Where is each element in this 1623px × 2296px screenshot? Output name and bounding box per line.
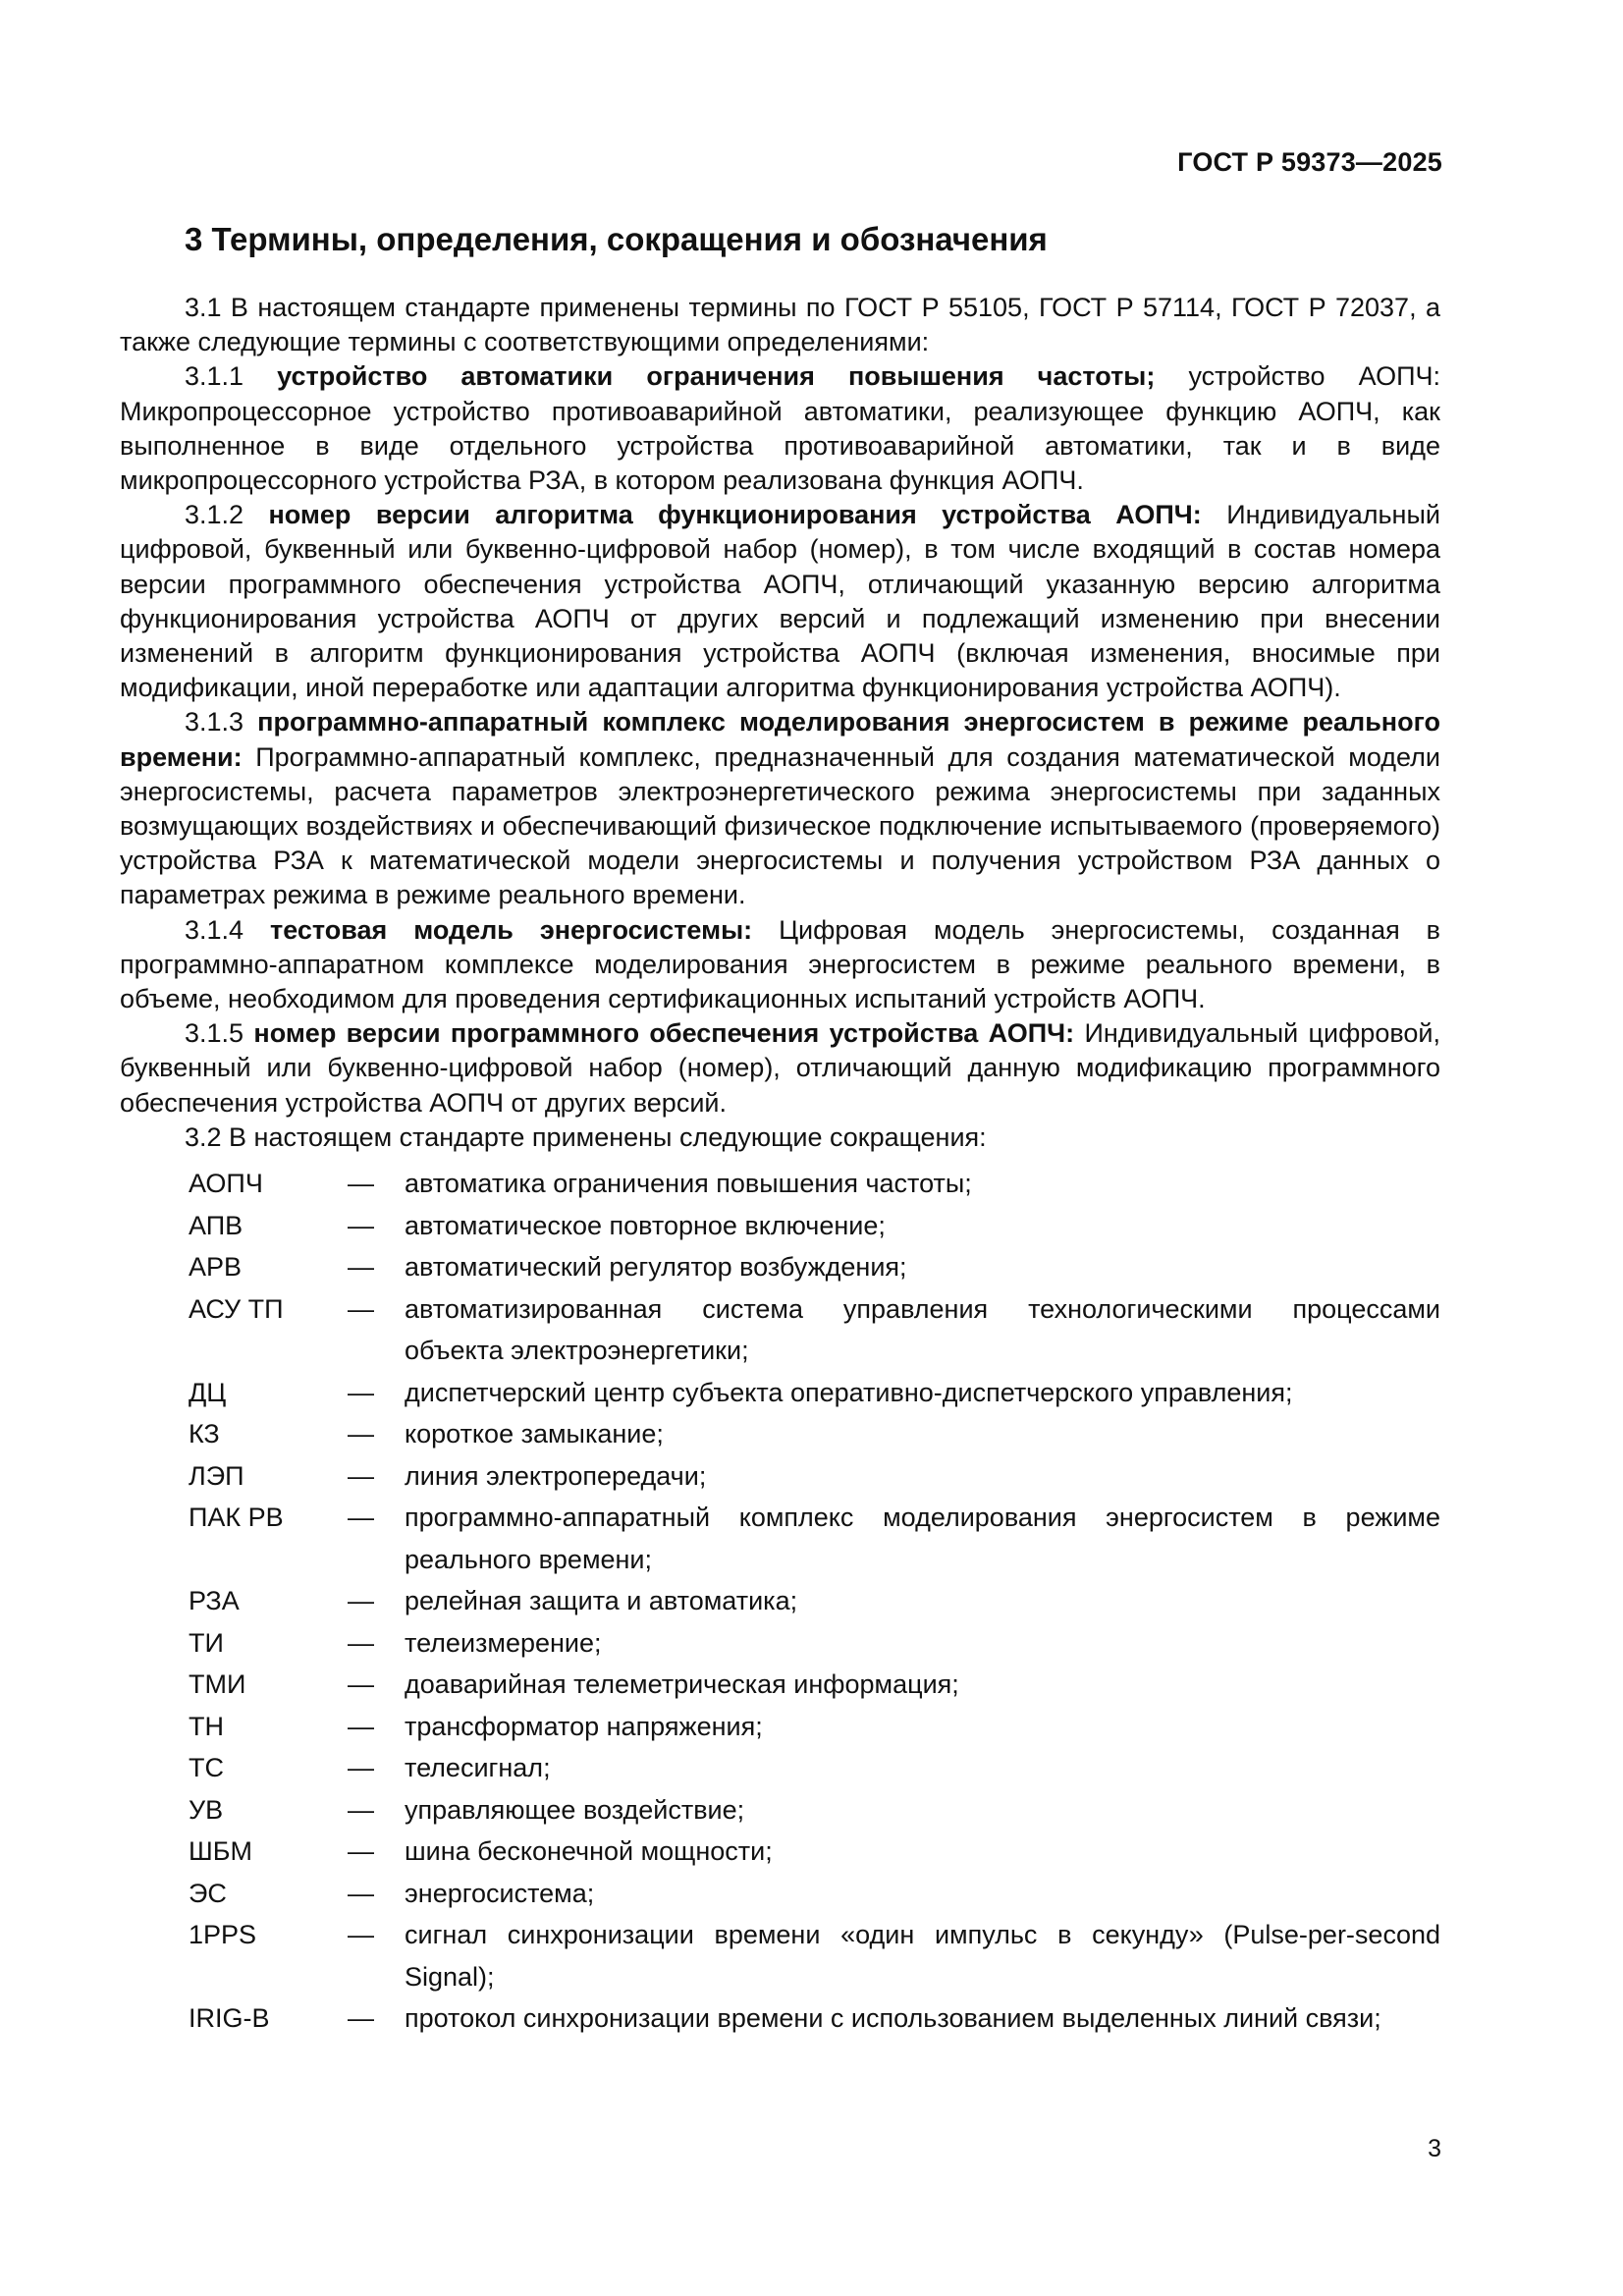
- definition-line: программно-аппаратный комплекс моделирования энергосистем в режиме: [405, 1503, 1440, 1533]
- dash: —: [348, 1627, 374, 1658]
- abbreviation-row: [120, 1455, 1440, 1498]
- dash: —: [348, 1252, 374, 1283]
- dash: —: [348, 1169, 374, 1199]
- abbreviation-row: [120, 1497, 1440, 1580]
- dash: —: [348, 1753, 374, 1783]
- abbreviation-definition: протокол синхронизации времени с использованием выделенных линий связи;: [405, 2003, 1381, 2034]
- dash: —: [348, 2003, 374, 2034]
- abbreviation-definition: короткое замыкание;: [405, 1419, 664, 1449]
- term-name: программно-аппаратный комплекс моделирования энергосистем в режиме реального времени:: [120, 707, 1440, 772]
- abbreviation-list: [120, 1163, 1440, 2040]
- abbreviation-row: [120, 1706, 1440, 1748]
- dash: —: [348, 1669, 374, 1700]
- term-name: номер версии программного обеспечения устройства АОПЧ:: [253, 1018, 1075, 1049]
- term-number: 3.1.4: [185, 914, 244, 945]
- paragraph-3-2: 3.2 В настоящем стандарте применены следующие сокращения:: [185, 1121, 987, 1152]
- dash: —: [348, 1878, 374, 1908]
- abbreviation-row: [120, 1831, 1440, 1873]
- abbreviation-definition: релейная защита и автоматика;: [405, 1586, 798, 1616]
- term-3-1-5: [120, 1016, 1440, 1121]
- term-name: тестовая модель энергосистемы:: [270, 914, 753, 945]
- abbreviation-row: [120, 1789, 1440, 1831]
- abbreviation: АСУ ТП: [189, 1293, 284, 1324]
- term-definition: Программно-аппаратный комплекс, предназначенный для создания математической модели энергосистемы, расчета параметров электроэнергетического режима энергосистемы при заданных возмущающих воздействиях и обеспечивающий физическое подключение испытываемого (проверяемого) устройства РЗА к математической модели энергосистемы и получения устройством РЗА данных о параметрах режима в режиме реального времени.: [120, 741, 1440, 910]
- dash: —: [348, 1377, 374, 1407]
- abbreviation-row: [120, 1288, 1440, 1372]
- abbreviation-definition: автоматическое повторное включение;: [405, 1210, 886, 1240]
- abbreviation: ПАК РВ: [189, 1503, 284, 1533]
- abbreviation-row: [120, 1372, 1440, 1414]
- abbreviation: 1PPS: [189, 1920, 257, 1950]
- abbreviation-definition: автоматический регулятор возбуждения;: [405, 1252, 907, 1283]
- abbreviation-definition: диспетчерский центр субъекта оперативно-диспетчерского управления;: [405, 1377, 1293, 1407]
- term-definition: Цифровая модель энергосистемы, созданная в программно-аппаратном комплексе моделирования энергосистем в режиме реального времени, в объеме, необходимом для проведения сертификационных испытаний устройств АОПЧ.: [120, 914, 1440, 1014]
- abbreviation-definition: энергосистема;: [405, 1878, 595, 1908]
- term-name: устройство автоматики ограничения повышения частоты;: [277, 361, 1156, 392]
- abbreviation-row: [120, 1622, 1440, 1665]
- abbreviation-row: [120, 1580, 1440, 1622]
- abbreviation-definition: доаварийная телеметрическая информация;: [405, 1669, 959, 1700]
- term-3-1-1: [120, 359, 1440, 498]
- abbreviation-definition: [405, 1914, 1440, 1997]
- page-content: [120, 218, 1440, 2040]
- abbreviation-definition: трансформатор напряжения;: [405, 1711, 763, 1741]
- abbreviation-definition: телеизмерение;: [405, 1627, 602, 1658]
- definition-line: реального времени;: [405, 1544, 653, 1574]
- abbreviation-row: [120, 1873, 1440, 1915]
- dash: —: [348, 1460, 374, 1491]
- page-number: 3: [1428, 2135, 1441, 2162]
- term-name: номер версии алгоритма функционирования устройства АОПЧ:: [268, 500, 1202, 530]
- abbreviation: ШБМ: [189, 1836, 252, 1867]
- abbreviation-definition: автоматика ограничения повышения частоты;: [405, 1169, 972, 1199]
- abbreviation: ЛЭП: [189, 1460, 244, 1491]
- abbreviation-definition: линия электропередачи;: [405, 1460, 707, 1491]
- dash: —: [348, 1920, 374, 1950]
- abbreviation-definition: шина бесконечной мощности;: [405, 1836, 773, 1867]
- dash: —: [348, 1794, 374, 1825]
- abbreviation: АОПЧ: [189, 1169, 263, 1199]
- term-definition: устройство АОПЧ: Микропроцессорное устройство противоаварийной автоматики, реализующее функцию АОПЧ, как выполненное в виде отдельного устройства противоаварийной автоматики, так и в виде микропроцессорного устройства РЗА, в котором реализована функция АОПЧ.: [120, 361, 1440, 496]
- abbreviation: IRIG-B: [189, 2003, 270, 2034]
- definition-line: автоматизированная система управления технологическими процессами: [405, 1293, 1440, 1324]
- abbreviation: АПВ: [189, 1210, 243, 1240]
- dash: —: [348, 1836, 374, 1867]
- term-definition: Индивидуальный цифровой, буквенный или буквенно-цифровой набор (номер), в том числе входящий в состав номера версии программного обеспечения устройства АОПЧ, отличающий указанную версию алгоритма функционирования устройства АОПЧ от других версий и подлежащий изменению при внесении изменений в алгоритм функционирования устройства АОПЧ (включая изменения, вносимые при модификации, иной переработке или адаптации алгоритма функционирования устройства АОПЧ).: [120, 500, 1440, 703]
- definition-line: Signal);: [405, 1961, 495, 1992]
- section-title: 3 Термины, определения, сокращения и обозначения: [185, 221, 1048, 257]
- term-3-1-4: [120, 913, 1440, 1017]
- abbreviation: КЗ: [189, 1419, 220, 1449]
- definition-line: объекта электроэнергетики;: [405, 1336, 749, 1366]
- abbreviation: УВ: [189, 1794, 224, 1825]
- term-3-1-2: [120, 498, 1440, 705]
- abbreviation-row: [120, 1163, 1440, 1205]
- abbreviation: ТС: [189, 1753, 224, 1783]
- dash: —: [348, 1711, 374, 1741]
- abbreviation-row: [120, 1914, 1440, 1997]
- dash: —: [348, 1210, 374, 1240]
- dash: —: [348, 1293, 374, 1324]
- dash: —: [348, 1586, 374, 1616]
- term-number: 3.1.1: [185, 361, 244, 392]
- abbreviation-definition: [405, 1497, 1440, 1580]
- abbreviation-row: [120, 1664, 1440, 1706]
- abbreviation: ТН: [189, 1711, 224, 1741]
- abbreviation: АРВ: [189, 1252, 243, 1283]
- abbreviation-row: [120, 1997, 1440, 2040]
- definition-line: сигнал синхронизации времени «один импульс в секунду» (Pulse-per-second: [405, 1920, 1440, 1950]
- term-number: 3.1.3: [185, 707, 244, 738]
- abbreviation-row: [120, 1205, 1440, 1247]
- dash: —: [348, 1419, 374, 1449]
- abbreviation: ДЦ: [189, 1377, 227, 1407]
- term-number: 3.1.5: [185, 1018, 244, 1049]
- abbreviation: ТМИ: [189, 1669, 246, 1700]
- abbreviation: ТИ: [189, 1627, 224, 1658]
- term-3-1-3: [120, 705, 1440, 912]
- document-code: ГОСТ Р 59373—2025: [1177, 147, 1442, 177]
- abbreviation-row: [120, 1246, 1440, 1288]
- term-definition: Индивидуальный цифровой, буквенный или буквенно-цифровой набор (номер), отличающий данную модификацию программного обеспечения устройства АОПЧ от других версий.: [120, 1018, 1440, 1118]
- abbreviation: ЭС: [189, 1878, 227, 1908]
- abbreviation-definition: управляющее воздействие;: [405, 1794, 745, 1825]
- abbreviation-definition: [405, 1288, 1440, 1372]
- abbreviation-definition: телесигнал;: [405, 1753, 551, 1783]
- abbreviation: РЗА: [189, 1586, 240, 1616]
- abbreviation-row: [120, 1413, 1440, 1455]
- abbreviation-row: [120, 1747, 1440, 1789]
- term-number: 3.1.2: [185, 500, 244, 530]
- dash: —: [348, 1503, 374, 1533]
- paragraph-3-1: 3.1 В настоящем стандарте применены термины по ГОСТ Р 55105, ГОСТ Р 57114, ГОСТ Р 72037, а также следующие термины с соответствующими определениями:: [120, 293, 1440, 357]
